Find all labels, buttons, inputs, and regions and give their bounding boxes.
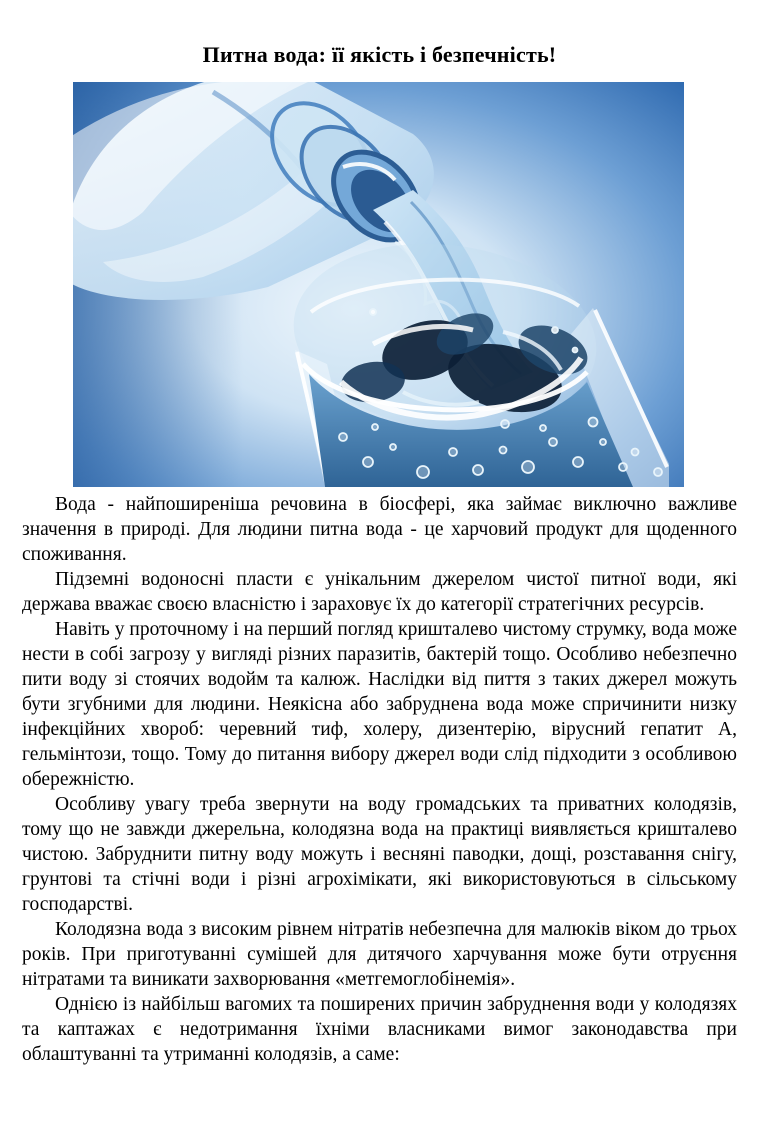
paragraph-pollution-causes: Однією із найбільш вагомих та поширених причин забруднення води у колодязях та каптажах є недотримання їхніми власниками вимог законодавства при облаштуванні та утриманні колодязів, а саме: (22, 994, 737, 1065)
paragraph-underground-water: Підземні водоносні пласти є унікальним джерелом чистої питної води, які держава вважає своєю власністю і зараховує їх до категорії стратегічних ресурсів. (22, 569, 737, 615)
document-body (22, 492, 737, 1067)
page-title: Питна вода: її якість і безпечність! (202, 42, 557, 67)
water-photo-illustration (73, 82, 684, 487)
paragraph-water-biosphere: Вода - найпоширеніша речовина в біосфері, яка займає виключно важливе значення в природі. Для людини питна вода - це харчовий продукт для щоденного споживання. (22, 494, 737, 565)
water-pouring-photo (73, 82, 684, 487)
paragraph-wells-attention: Особливу увагу треба звернути на воду громадських та приватних колодязів, тому що не завжди джерельна, колодязна вода на практиці виявляється кришталево чистою. Забруднити питну воду можуть і весняні паводки, дощі, розставання снігу, грунтові та стічні води і різні агрохімікати, які використовуються в сільському господарстві. (22, 794, 737, 915)
paragraph-nitrates: Колодязна вода з високим рівнем нітратів небезпечна для малюків віком до трьох років. При приготуванні сумішей для дитячого харчування може бути отруєння нітратами та виникати захворювання «метгемоглобінемія». (22, 919, 737, 990)
paragraph-stream-danger: Навіть у проточному і на перший погляд кришталево чистому струмку, вода може нести в собі загрозу у вигляді різних паразитів, бактерій тощо. Особливо небезпечно пити воду зі стоячих водойм та калюж. Наслідки від пиття з таких джерел можуть бути згубними для людини. Неякісна або забруднена вода може спричинити низку інфекційних хвороб: черевний тиф, холеру, дизентерію, вірусний гепатит А, гельмінтози, тощо. Тому до питання вибору джерел води слід підходити з особливою обережністю. (22, 619, 737, 790)
